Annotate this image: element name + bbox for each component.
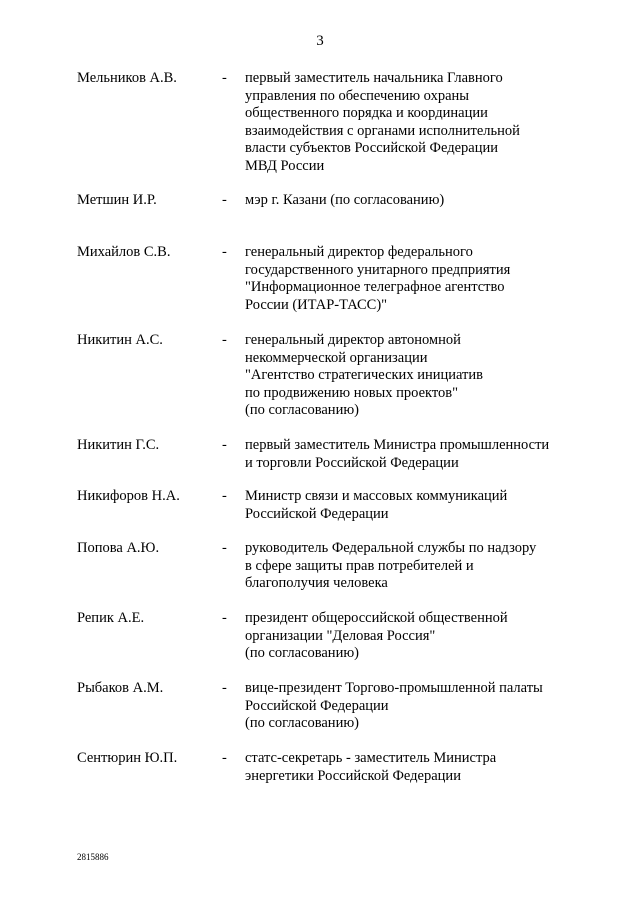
separator-dash: -: [222, 332, 227, 348]
person-name: Мельников А.В.: [77, 70, 177, 86]
separator-dash: -: [222, 70, 227, 86]
description-line: генеральный директор автономной: [245, 332, 461, 348]
description-line: президент общероссийской общественной: [245, 610, 508, 626]
description-line: (по согласованию): [245, 645, 359, 661]
separator-dash: -: [222, 488, 227, 504]
description-line: Российской Федерации: [245, 505, 389, 522]
description-line: (по согласованию): [245, 402, 359, 418]
position-description: [245, 70, 585, 175]
position-description: [245, 750, 585, 785]
description-line: вице-президент Торгово-промышленной палаты: [245, 680, 543, 696]
person-name: Попова А.Ю.: [77, 540, 160, 556]
description-line: России (ИТАР-ТАСС)": [245, 296, 388, 313]
position-description: [245, 192, 585, 210]
position-description: [245, 540, 585, 593]
description-line: общественного порядка и координации: [245, 105, 488, 121]
person-name: Никифоров Н.А.: [77, 488, 180, 504]
description-line: и торговли Российской Федерации: [245, 454, 459, 471]
person-name: Михайлов С.В.: [77, 244, 171, 260]
description-line: управления по обеспечению охраны: [245, 87, 470, 104]
description-line: "Агентство стратегических инициатив: [245, 367, 483, 383]
description-line: благополучия человека: [245, 575, 388, 591]
separator-dash: -: [222, 192, 227, 208]
position-description: [245, 437, 585, 472]
description-line: по продвижению новых проектов": [245, 384, 459, 401]
description-line: руководитель Федеральной службы по надзору: [245, 540, 537, 556]
description-line: власти субъектов Российской Федерации: [245, 140, 499, 156]
description-line: МВД России: [245, 157, 325, 174]
position-description: [245, 332, 585, 420]
description-line: "Информационное телеграфное агентство: [245, 279, 505, 295]
description-line: первый заместитель начальника Главного: [245, 70, 503, 86]
document-code: 2815886: [77, 852, 109, 862]
position-description: [245, 244, 585, 314]
separator-dash: -: [222, 540, 227, 556]
separator-dash: -: [222, 680, 227, 696]
separator-dash: -: [222, 437, 227, 453]
position-description: [245, 610, 585, 663]
person-name: Сентюрин Ю.П.: [77, 750, 178, 766]
description-line: статс-секретарь - заместитель Министра: [245, 750, 497, 766]
description-line: Российской Федерации: [245, 697, 389, 714]
person-name: Репик А.Е.: [77, 610, 145, 626]
person-name: Рыбаков А.М.: [77, 680, 164, 696]
description-line: первый заместитель Министра промышленности: [245, 437, 550, 453]
position-description: [245, 488, 585, 523]
description-line: энергетики Российской Федерации: [245, 767, 461, 784]
description-line: (по согласованию): [245, 715, 359, 731]
description-line: некоммерческой организации: [245, 349, 428, 366]
page-number: 3: [316, 33, 324, 49]
description-line: организации "Деловая Россия": [245, 627, 436, 644]
description-line: государственного унитарного предприятия: [245, 261, 511, 278]
separator-dash: -: [222, 750, 227, 766]
separator-dash: -: [222, 610, 227, 626]
description-line: Министр связи и массовых коммуникаций: [245, 488, 508, 504]
person-name: Никитин Г.С.: [77, 437, 160, 453]
description-line: взаимодействия с органами исполнительной: [245, 122, 520, 139]
description-line: мэр г. Казани (по согласованию): [245, 192, 445, 208]
separator-dash: -: [222, 244, 227, 260]
description-line: генеральный директор федерального: [245, 244, 473, 260]
description-line: в сфере защиты прав потребителей и: [245, 557, 474, 574]
position-description: [245, 680, 585, 733]
person-name: Метшин И.Р.: [77, 192, 157, 208]
person-name: Никитин А.С.: [77, 332, 163, 348]
